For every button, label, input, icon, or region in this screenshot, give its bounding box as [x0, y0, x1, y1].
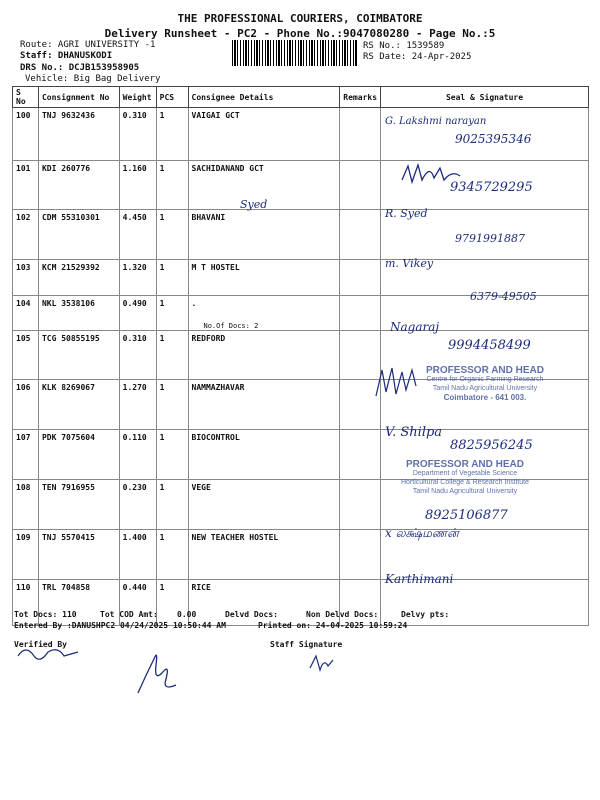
row-consignment: KCM 21529392 — [38, 260, 119, 296]
signature-103: m. Vikey — [385, 257, 434, 270]
row-remarks — [340, 480, 381, 530]
row-consignment: CDM 55310301 — [38, 210, 119, 260]
row-sno: 101 — [13, 161, 39, 210]
row-consignment: KLK 8269067 — [38, 380, 119, 430]
consignee-name: . — [191, 299, 197, 308]
rs-date: RS Date: 24-Apr-2025 — [363, 52, 472, 62]
stamp-line: Tamil Nadu Agricultural University — [432, 385, 538, 392]
delivered-docs: Delvd Docs: — [225, 610, 278, 619]
route-label: Route: AGRI UNIVERSITY -1 — [20, 40, 156, 50]
row-pcs: 1 — [156, 580, 188, 626]
row-sno: 103 — [13, 260, 39, 296]
table-header-row — [13, 87, 589, 108]
col-consignment: Consignment No — [38, 87, 119, 108]
printed-on: Printed on: 24-04-2025 10:59:24 — [258, 621, 408, 630]
row-remarks — [340, 210, 381, 260]
stamp-line: Coimbatore - 641 003. — [443, 393, 527, 402]
table-row — [13, 530, 589, 580]
verifier-signature — [14, 642, 84, 666]
row-weight: 1.400 — [119, 530, 156, 580]
row-pcs: 1 — [156, 161, 188, 210]
row-remarks — [340, 430, 381, 480]
row-remarks — [340, 296, 381, 331]
row-sno: 102 — [13, 210, 39, 260]
row-sno: 110 — [13, 580, 39, 626]
row-pcs: 1 — [156, 331, 188, 380]
row-consignee: REDFORD — [188, 331, 340, 380]
row-weight: 4.450 — [119, 210, 156, 260]
barcode — [232, 40, 357, 66]
signature-109: x லக்ஷ்மணன் — [385, 526, 459, 540]
signature-107: V. Shilpa — [385, 425, 443, 440]
row-consignee — [188, 296, 340, 331]
phone-109: 8925106877 — [425, 508, 508, 523]
col-consignee: Consignee Details — [188, 87, 340, 108]
row-remarks — [340, 260, 381, 296]
rs-number: RS No.: 1539589 — [363, 41, 445, 51]
stamp-line: PROFESSOR AND HEAD — [426, 365, 544, 376]
row-consignee: VEGE — [188, 480, 340, 530]
phone-100: 9025395346 — [455, 132, 532, 146]
row-sno: 100 — [13, 108, 39, 161]
drs-number: DRS No.: DCJB153958905 — [20, 63, 140, 73]
row-consignment: KDI 260776 — [38, 161, 119, 210]
total-cod-label: Tot COD Amt: — [100, 610, 158, 619]
row-sno: 107 — [13, 430, 39, 480]
stamp-organic-farming — [400, 366, 570, 402]
col-weight: Weight — [119, 87, 156, 108]
row-pcs: 1 — [156, 480, 188, 530]
phone-104: 6379-49505 — [470, 290, 537, 303]
supervisor-signature — [132, 645, 182, 697]
col-seal-signature: Seal & Signature — [381, 87, 589, 108]
row-remarks — [340, 108, 381, 161]
row-pcs: 1 — [156, 260, 188, 296]
row-consignee: SACHIDANAND GCT — [188, 161, 340, 210]
row-consignment: TNJ 5570415 — [38, 530, 119, 580]
row-weight: 0.310 — [119, 331, 156, 380]
row-sno: 104 — [13, 296, 39, 331]
table-row — [13, 580, 589, 626]
row-pcs: 1 — [156, 430, 188, 480]
row-consignment: NKL 3538106 — [38, 296, 119, 331]
row-consignee: NEW TEACHER HOSTEL — [188, 530, 340, 580]
stamp-line: Tamil Nadu Agricultural University — [412, 488, 518, 495]
row-consignment: TRL 704858 — [38, 580, 119, 626]
company-title: THE PROFESSIONAL COURIERS, COIMBATORE — [177, 12, 423, 25]
row-pcs: 1 — [156, 380, 188, 430]
row-consignee: NAMMAZHAVAR — [188, 380, 340, 430]
row-weight: 1.160 — [119, 161, 156, 210]
phone-101: 9345729295 — [450, 180, 533, 195]
staff-label: Staff: DHANUSKODI — [20, 51, 113, 61]
row-sno: 106 — [13, 380, 39, 430]
row-pcs: 1 — [156, 108, 188, 161]
row-consignee: BIOCONTROL — [188, 430, 340, 480]
row-sno: 108 — [13, 480, 39, 530]
staff-signature — [306, 652, 336, 674]
row-consignment: TEN 7916955 — [38, 480, 119, 530]
non-delivered-docs: Non Delvd Docs: — [306, 610, 379, 619]
phone-105: 9994458499 — [448, 338, 531, 353]
row-weight: 1.270 — [119, 380, 156, 430]
staff-signature-label: Staff Signature — [270, 640, 343, 649]
row-consignee: M T HOSTEL — [188, 260, 340, 296]
row-remarks — [340, 161, 381, 210]
row-weight: 0.230 — [119, 480, 156, 530]
signature-100: G. Lakshmi narayan — [385, 116, 487, 127]
row-pcs: 1 — [156, 530, 188, 580]
signature-110: Karthimani — [385, 572, 454, 586]
stamp-vegetable-science — [380, 460, 550, 496]
row-consignment: PDK 7075604 — [38, 430, 119, 480]
row-consignment: TCG 50855195 — [38, 331, 119, 380]
signature-105: Nagaraj — [390, 320, 440, 334]
docs-count-note: No.Of Docs: 2 — [203, 322, 259, 330]
stamp-line: Centre for Organic Farming Research — [426, 376, 544, 383]
signature-102: R. Syed — [385, 207, 428, 220]
row-weight: 0.310 — [119, 108, 156, 161]
row-weight: 1.320 — [119, 260, 156, 296]
row-sno: 109 — [13, 530, 39, 580]
runsheet-table — [12, 86, 589, 626]
row-consignee — [188, 210, 340, 260]
row-consignee: VAIGAI GCT — [188, 108, 340, 161]
runsheet-subtitle: Delivery Runsheet - PC2 - Phone No.:9047080280 - Page No.:5 — [104, 27, 496, 40]
handwritten-note-syed: Syed — [240, 198, 268, 211]
total-docs: Tot Docs: 110 — [14, 610, 77, 619]
row-sno: 105 — [13, 331, 39, 380]
col-sno: S No — [13, 87, 39, 108]
total-cod-value: 0.00 — [177, 610, 197, 619]
row-weight: 0.440 — [119, 580, 156, 626]
row-pcs: 1 — [156, 296, 188, 331]
row-consignee: RICE — [188, 580, 340, 626]
stamp-line: Horticultural College & Research Institute — [400, 479, 529, 486]
stamp-line: Department of Vegetable Science — [412, 470, 518, 477]
col-pcs: PCS — [156, 87, 188, 108]
vehicle-label: Vehicle: Big Bag Delivery — [25, 74, 161, 84]
row-consignment: TNJ 9632436 — [38, 108, 119, 161]
row-pcs: 1 — [156, 210, 188, 260]
col-remarks: Remarks — [340, 87, 381, 108]
phone-102: 9791991887 — [455, 232, 525, 245]
verified-by: Verified By — [14, 640, 67, 649]
phone-107: 8825956245 — [450, 438, 533, 453]
delivery-points: Delvy pts: — [401, 610, 450, 619]
row-remarks — [340, 530, 381, 580]
row-weight: 0.110 — [119, 430, 156, 480]
consignee-name: BHAVANI — [191, 213, 226, 222]
entered-by: Entered By :DANUSHPC2 04/24/2025 10:50:44 AM — [14, 621, 226, 630]
stamp-line: PROFESSOR AND HEAD — [406, 459, 524, 470]
row-weight: 0.490 — [119, 296, 156, 331]
